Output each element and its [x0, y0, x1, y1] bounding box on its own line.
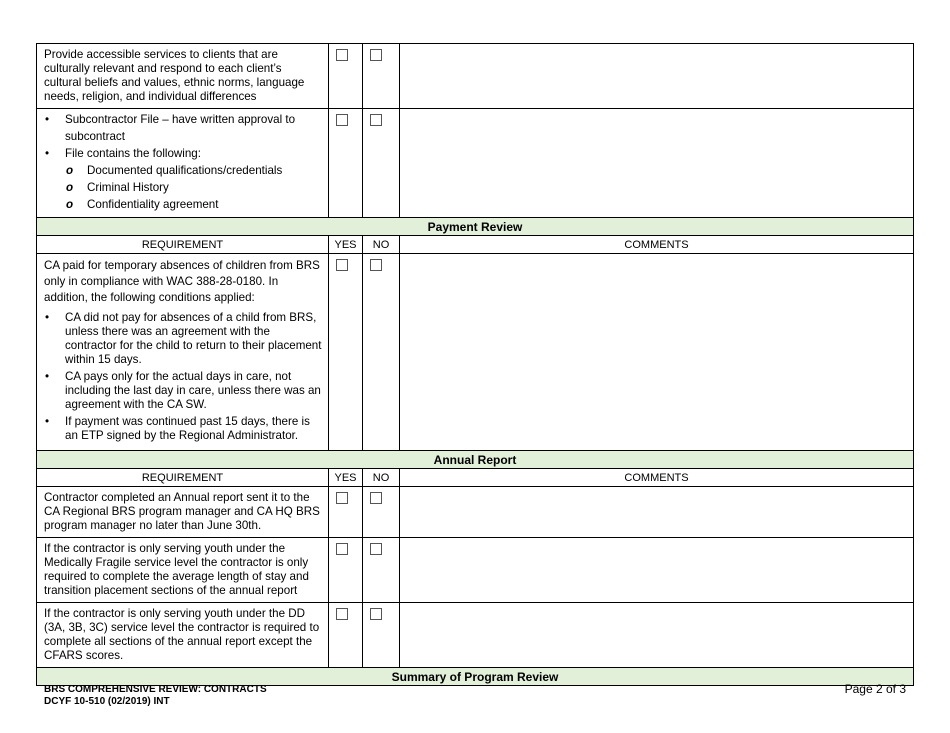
no-cell — [363, 109, 400, 218]
table-row — [37, 603, 914, 668]
no-header: NO — [363, 236, 400, 254]
no-checkbox[interactable] — [370, 49, 382, 61]
table-row — [37, 538, 914, 603]
section-title: Summary of Program Review — [37, 668, 914, 686]
list-item: • CA did not pay for absences of a child from BRS, unless there was an agreement with the contractor for the child to return to their placement within 15 days. — [44, 311, 322, 367]
section-header — [37, 668, 914, 686]
comments-cell[interactable] — [400, 603, 914, 668]
no-cell — [363, 44, 400, 109]
page-number: Page 2 of 3 — [844, 682, 906, 696]
section-header — [37, 451, 914, 469]
yes-cell — [329, 538, 363, 603]
requirement-header: REQUIREMENT — [37, 236, 329, 254]
list-item: • If payment was continued past 15 days, there is an ETP signed by the Regional Administrator. — [44, 415, 322, 443]
requirement-cell — [37, 603, 329, 668]
table-row — [37, 487, 914, 538]
requirement-cell — [37, 109, 329, 218]
requirement-text: Contractor completed an Annual report sent it to the CA Regional BRS program manager and CA HQ BRS program manager no later than June 30th. — [44, 491, 320, 532]
section-title: Payment Review — [37, 218, 914, 236]
no-cell — [363, 254, 400, 451]
list-item: • File contains the following: — [44, 145, 322, 162]
sub-list — [44, 162, 322, 213]
list-item: o Criminal History — [44, 179, 322, 196]
comments-cell[interactable] — [400, 254, 914, 451]
requirement-text: Provide accessible services to clients that are culturally relevant and respond to each client’s cultural beliefs and values, ethnic norms, language needs, religion, and individual differences — [44, 48, 305, 103]
requirement-text: CA paid for temporary absences of children from BRS only in compliance with WAC 388-28-0180. In addition, the following conditions applied: — [44, 259, 320, 304]
no-header: NO — [363, 469, 400, 487]
yes-header: YES — [329, 236, 363, 254]
yes-cell — [329, 254, 363, 451]
form-footer — [44, 684, 267, 708]
list-item: • CA pays only for the actual days in care, not including the last day in care, unless there was an agreement with the CA SW. — [44, 370, 322, 412]
comments-cell[interactable] — [400, 487, 914, 538]
no-checkbox[interactable] — [370, 259, 382, 271]
form-number: DCYF 10-510 (02/2019) INT — [44, 696, 170, 707]
yes-checkbox[interactable] — [336, 608, 348, 620]
comments-cell[interactable] — [400, 44, 914, 109]
requirement-cell — [37, 487, 329, 538]
requirement-text: If the contractor is only serving youth under the Medically Fragile service level the contractor is only required to complete the average length of stay and transition placement sections of the annual report — [44, 542, 309, 597]
requirement-text: If the contractor is only serving youth under the DD (3A, 3B, 3C) service level the contractor is required to complete all sections of the annual report except the CFARS scores. — [44, 607, 320, 662]
no-cell — [363, 603, 400, 668]
comments-cell[interactable] — [400, 109, 914, 218]
column-header-row — [37, 236, 914, 254]
yes-cell — [329, 109, 363, 218]
table-row — [37, 254, 914, 451]
no-checkbox[interactable] — [370, 492, 382, 504]
yes-checkbox[interactable] — [336, 543, 348, 555]
bullet-list — [44, 111, 322, 162]
no-cell — [363, 487, 400, 538]
section-title: Annual Report — [37, 451, 914, 469]
review-table — [36, 43, 914, 686]
yes-cell — [329, 487, 363, 538]
yes-cell — [329, 603, 363, 668]
requirement-cell — [37, 44, 329, 109]
yes-header: YES — [329, 469, 363, 487]
bullet-list — [44, 311, 322, 443]
requirement-cell — [37, 254, 329, 451]
no-checkbox[interactable] — [370, 114, 382, 126]
no-cell — [363, 538, 400, 603]
list-item: o Confidentiality agreement — [44, 196, 322, 213]
requirement-header: REQUIREMENT — [37, 469, 329, 487]
list-item: • Subcontractor File – have written approval to subcontract — [44, 111, 322, 145]
comments-header: COMMENTS — [400, 236, 914, 254]
table-row — [37, 109, 914, 218]
table-row — [37, 44, 914, 109]
yes-checkbox[interactable] — [336, 49, 348, 61]
yes-checkbox[interactable] — [336, 492, 348, 504]
list-item: o Documented qualifications/credentials — [44, 162, 322, 179]
form-title: BRS COMPREHENSIVE REVIEW: CONTRACTS — [44, 684, 267, 695]
no-checkbox[interactable] — [370, 608, 382, 620]
comments-cell[interactable] — [400, 538, 914, 603]
comments-header: COMMENTS — [400, 469, 914, 487]
requirement-cell — [37, 538, 329, 603]
yes-cell — [329, 44, 363, 109]
yes-checkbox[interactable] — [336, 114, 348, 126]
section-header — [37, 218, 914, 236]
column-header-row — [37, 469, 914, 487]
yes-checkbox[interactable] — [336, 259, 348, 271]
no-checkbox[interactable] — [370, 543, 382, 555]
